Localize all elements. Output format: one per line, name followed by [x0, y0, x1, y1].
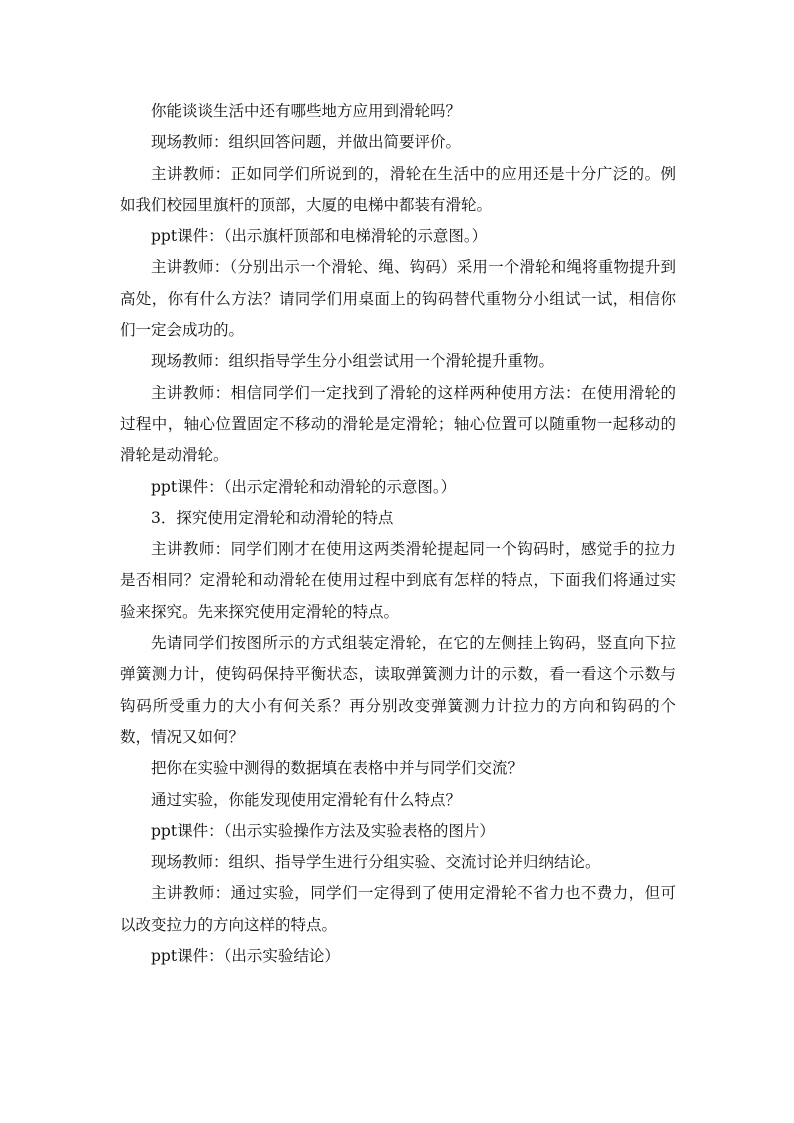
paragraph-record-data: 把你在实验中测得的数据填在表格中并与同学们交流？ [151, 759, 524, 778]
paragraph-onsite-teacher-group-try: 现场教师：组织指导学生分小组尝试用一个滑轮提升重物。 [151, 352, 555, 371]
paragraph-lead-teacher-applications: 主讲教师：正如同学们所说到的，滑轮在生活中的应用还是十分广泛的。例如我们校园里旗杆的顶部，大厦的电梯中都装有滑轮。 [120, 164, 676, 214]
paragraph-ppt-experiment-conclusion: ppt课件：（出示实验结论） [151, 947, 340, 966]
paragraph-ppt-fixed-movable-diagram: ppt课件：（出示定滑轮和动滑轮的示意图。） [151, 477, 457, 496]
paragraph-ppt-experiment-table: ppt课件：（出示实验操作方法及实验表格的图片） [151, 821, 495, 840]
paragraph-lead-teacher-conclusion: 主讲教师：通过实验，同学们一定得到了使用定滑轮不省力也不费力，但可以改变拉力的方向这样的特点。 [120, 884, 676, 934]
paragraph-onsite-teacher-answer: 现场教师：组织回答问题，并做出简要评价。 [151, 133, 462, 152]
paragraph-lead-teacher-pulley-types: 主讲教师：相信同学们一定找到了滑轮的这样两种使用方法：在使用滑轮的过程中，轴心位置固定不移动的滑轮是定滑轮；轴心位置可以随重物一起移动的滑轮是动滑轮。 [120, 383, 676, 465]
document-body [120, 96, 676, 972]
paragraph-question-pulley-applications: 你能谈谈生活中还有哪些地方应用到滑轮吗？ [151, 102, 462, 120]
paragraph-lead-teacher-lift-method: 主讲教师：（分别出示一个滑轮、绳、钩码）采用一个滑轮和绳将重物提升到高处，你有什么方法？请同学们用桌面上的钩码替代重物分小组试一试，相信你们一定会成功的。 [120, 258, 676, 340]
paragraph-ppt-flagpole-elevator: ppt课件：（出示旗杆顶部和电梯滑轮的示意图。） [151, 227, 488, 246]
paragraph-onsite-teacher-experiment: 现场教师：组织、指导学生进行分组实验、交流讨论并归纳结论。 [151, 853, 601, 872]
section-heading-explore-characteristics: 3．探究使用定滑轮和动滑轮的特点 [151, 508, 394, 527]
paragraph-lead-teacher-force-comparison: 主讲教师：同学们刚才在使用这两类滑轮提起同一个钩码时，感觉手的拉力是否相同？定滑轮和动滑轮在使用过程中到底有怎样的特点，下面我们将通过实验来探究。先来探究使用定滑轮的特点。 [120, 540, 676, 621]
paragraph-discover-features: 通过实验，你能发现使用定滑轮有什么特点？ [151, 790, 462, 809]
paragraph-fixed-pulley-procedure: 先请同学们按图所示的方式组装定滑轮，在它的左侧挂上钩码，竖直向下拉弹簧测力计，使钩码保持平衡状态，读取弹簧测力计的示数，看一看这个示数与钩码所受重力的大小有何关系？再分别改变弹簧测力计拉力的方向和钩码的个数，情况又如何？ [120, 634, 676, 746]
